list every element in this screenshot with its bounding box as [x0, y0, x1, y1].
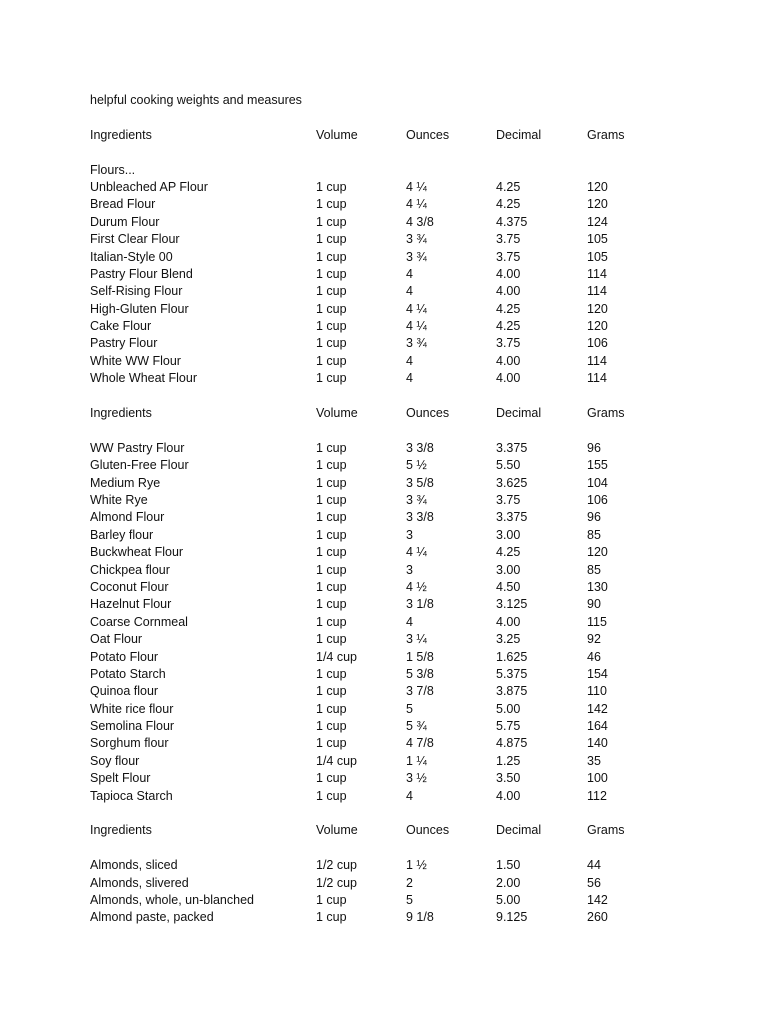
cell-grams: 96	[587, 440, 601, 455]
cell-ounces: 9 1/8	[406, 910, 434, 925]
document-body	[90, 92, 690, 927]
cell-grams: 114	[587, 266, 607, 281]
table-row	[90, 249, 690, 266]
cell-decimal: 3.00	[496, 562, 521, 577]
cell-grams: 56	[587, 875, 601, 890]
cell-ingredients: Barley flour	[90, 527, 154, 542]
cell-ounces: 3 7/8	[406, 684, 434, 699]
cell-ounces: 1 ½	[406, 858, 427, 873]
cell-ingredients: Spelt Flour	[90, 771, 151, 786]
cell-volume: 1 cup	[316, 788, 347, 803]
table-row	[90, 596, 690, 613]
column-header-grams: Grams	[587, 823, 625, 838]
cell-volume: 1 cup	[316, 336, 347, 351]
cell-ounces: 3 ¾	[406, 492, 427, 507]
cell-grams: 164	[587, 719, 608, 734]
cell-grams: 260	[587, 910, 608, 925]
column-header-ounces: Ounces	[406, 823, 450, 838]
cell-ingredients: High-Gluten Flour	[90, 301, 189, 316]
table-row	[90, 335, 690, 352]
cell-ounces: 2	[406, 875, 413, 890]
cell-grams: 44	[587, 858, 601, 873]
column-header-decimal: Decimal	[496, 127, 542, 142]
cell-volume: 1 cup	[316, 684, 347, 699]
cell-volume: 1 cup	[316, 458, 347, 473]
document-title: helpful cooking weights and measures	[90, 93, 302, 107]
cell-grams: 104	[587, 475, 608, 490]
cell-ingredients: Durum Flour	[90, 214, 160, 229]
cell-ingredients: First Clear Flour	[90, 232, 180, 247]
cell-ingredients: Soy flour	[90, 753, 140, 768]
cell-ounces: 5	[406, 892, 413, 907]
column-header-ounces: Ounces	[406, 127, 450, 142]
cell-volume: 1 cup	[316, 771, 347, 786]
cell-ounces: 4	[406, 266, 413, 281]
cell-volume: 1 cup	[316, 719, 347, 734]
cell-ingredients: Semolina Flour	[90, 719, 175, 734]
cell-ingredients: Almond paste, packed	[90, 910, 214, 925]
column-header-row	[90, 127, 690, 144]
cell-ingredients: Chickpea flour	[90, 562, 170, 577]
cell-ounces: 3 5/8	[406, 475, 434, 490]
cell-ounces: 4 7/8	[406, 736, 434, 751]
cell-decimal: 4.00	[496, 371, 521, 386]
cell-decimal: 3.375	[496, 440, 528, 455]
cell-decimal: 5.75	[496, 719, 521, 734]
cell-ounces: 3 3/8	[406, 510, 434, 525]
cell-decimal: 1.625	[496, 649, 528, 664]
cell-grams: 142	[587, 701, 608, 716]
column-header-ingredients: Ingredients	[90, 127, 152, 142]
table-row	[90, 770, 690, 787]
cell-volume: 1 cup	[316, 736, 347, 751]
cell-decimal: 2.00	[496, 875, 521, 890]
cell-ingredients: Almonds, sliced	[90, 858, 178, 873]
cell-grams: 114	[587, 371, 607, 386]
cell-volume: 1/4 cup	[316, 753, 358, 768]
column-header-grams: Grams	[587, 127, 625, 142]
cell-grams: 140	[587, 736, 608, 751]
cell-volume: 1 cup	[316, 892, 347, 907]
cell-ounces: 3	[406, 527, 413, 542]
column-header-decimal: Decimal	[496, 823, 542, 838]
cell-volume: 1 cup	[316, 527, 347, 542]
cell-ingredients: Self-Rising Flour	[90, 284, 183, 299]
table-row	[90, 857, 690, 874]
table-row	[90, 788, 690, 805]
cell-ingredients: White WW Flour	[90, 353, 181, 368]
cell-grams: 92	[587, 632, 601, 647]
cell-decimal: 9.125	[496, 910, 528, 925]
cell-volume: 1 cup	[316, 666, 347, 681]
cell-ounces: 5 ¾	[406, 719, 427, 734]
cell-grams: 120	[587, 545, 608, 560]
cell-ingredients: Buckwheat Flour	[90, 545, 184, 560]
cell-ounces: 4 3/8	[406, 214, 434, 229]
cell-volume: 1 cup	[316, 510, 347, 525]
cell-decimal: 5.375	[496, 666, 528, 681]
column-header-volume: Volume	[316, 823, 358, 838]
cell-ounces: 3 ¼	[406, 632, 427, 647]
table-row	[90, 231, 690, 248]
cell-ounces: 3 ¾	[406, 249, 427, 264]
table-row	[90, 475, 690, 492]
cell-volume: 1 cup	[316, 197, 347, 212]
table-row	[90, 631, 690, 648]
column-header-grams: Grams	[587, 406, 625, 421]
column-header-row	[90, 405, 690, 422]
cell-grams: 105	[587, 249, 608, 264]
cell-ounces: 4 ¼	[406, 545, 427, 560]
cell-ingredients: Sorghum flour	[90, 736, 169, 751]
cell-volume: 1 cup	[316, 597, 347, 612]
spacer	[90, 109, 690, 126]
table-row	[90, 544, 690, 561]
column-header-row	[90, 822, 690, 839]
spacer	[90, 840, 690, 857]
cell-grams: 85	[587, 562, 601, 577]
cell-ingredients: Tapioca Starch	[90, 788, 173, 803]
cell-grams: 154	[587, 666, 608, 681]
cell-volume: 1 cup	[316, 579, 347, 594]
cell-decimal: 4.00	[496, 614, 521, 629]
table-row	[90, 701, 690, 718]
cell-decimal: 1.50	[496, 858, 521, 873]
cell-ounces: 3	[406, 562, 413, 577]
cell-ingredients: Quinoa flour	[90, 684, 159, 699]
cell-ounces: 3 ¾	[406, 336, 427, 351]
cell-grams: 130	[587, 579, 608, 594]
cell-ingredients: White rice flour	[90, 701, 174, 716]
cell-ounces: 5 ½	[406, 458, 427, 473]
column-header-ingredients: Ingredients	[90, 406, 152, 421]
cell-ounces: 4 ¼	[406, 301, 427, 316]
cell-volume: 1 cup	[316, 214, 347, 229]
table-row	[90, 562, 690, 579]
table-row	[90, 753, 690, 770]
table-row	[90, 492, 690, 509]
cell-grams: 120	[587, 319, 608, 334]
cell-volume: 1 cup	[316, 910, 347, 925]
cell-decimal: 3.50	[496, 771, 521, 786]
table-row	[90, 666, 690, 683]
table-row	[90, 649, 690, 666]
cell-ounces: 4 ¼	[406, 179, 427, 194]
cell-ounces: 4	[406, 614, 413, 629]
table-row	[90, 875, 690, 892]
cell-grams: 115	[587, 614, 607, 629]
cell-volume: 1 cup	[316, 353, 347, 368]
cell-ounces: 3 ½	[406, 771, 427, 786]
cell-volume: 1 cup	[316, 545, 347, 560]
cell-decimal: 4.00	[496, 788, 521, 803]
cell-ingredients: Almond Flour	[90, 510, 165, 525]
table-row	[90, 683, 690, 700]
cell-ingredients: Whole Wheat Flour	[90, 371, 197, 386]
cell-decimal: 4.375	[496, 214, 528, 229]
cell-ounces: 4	[406, 353, 413, 368]
section-label: Flours...	[90, 162, 136, 177]
table-row	[90, 179, 690, 196]
cell-decimal: 3.625	[496, 475, 528, 490]
cell-volume: 1/2 cup	[316, 875, 358, 890]
cell-ounces: 1 5/8	[406, 649, 434, 664]
cell-ingredients: Almonds, whole, un-blanched	[90, 892, 254, 907]
cell-decimal: 4.25	[496, 319, 521, 334]
cell-grams: 112	[587, 788, 607, 803]
cell-ounces: 4 ¼	[406, 319, 427, 334]
cell-volume: 1 cup	[316, 371, 347, 386]
cell-ounces: 4 ½	[406, 579, 427, 594]
cell-volume: 1/4 cup	[316, 649, 358, 664]
cell-grams: 105	[587, 232, 608, 247]
cell-volume: 1 cup	[316, 632, 347, 647]
table-row	[90, 266, 690, 283]
cell-ounces: 1 ¼	[406, 753, 427, 768]
table-row	[90, 509, 690, 526]
cell-ingredients: Hazelnut Flour	[90, 597, 172, 612]
cell-decimal: 3.75	[496, 232, 521, 247]
cell-decimal: 3.25	[496, 632, 521, 647]
table-row	[90, 457, 690, 474]
spacer	[90, 144, 690, 161]
cell-ingredients: Medium Rye	[90, 475, 161, 490]
cell-grams: 46	[587, 649, 601, 664]
cell-ingredients: Potato Starch	[90, 666, 166, 681]
cell-volume: 1 cup	[316, 440, 347, 455]
cell-ounces: 5	[406, 701, 413, 716]
cell-ounces: 4	[406, 371, 413, 386]
cell-grams: 85	[587, 527, 601, 542]
column-header-volume: Volume	[316, 127, 358, 142]
cell-decimal: 3.75	[496, 336, 521, 351]
cell-decimal: 4.00	[496, 284, 521, 299]
cell-ingredients: White Rye	[90, 492, 148, 507]
cell-decimal: 4.00	[496, 353, 521, 368]
cell-ingredients: Oat Flour	[90, 632, 143, 647]
cell-ingredients: Cake Flour	[90, 319, 152, 334]
spacer	[90, 422, 690, 439]
cell-grams: 120	[587, 197, 608, 212]
cell-decimal: 5.00	[496, 701, 521, 716]
cell-ingredients: Italian-Style 00	[90, 249, 173, 264]
cell-decimal: 4.25	[496, 179, 521, 194]
cell-decimal: 3.875	[496, 684, 528, 699]
cell-grams: 90	[587, 597, 601, 612]
table-row	[90, 353, 690, 370]
cell-volume: 1 cup	[316, 475, 347, 490]
cell-decimal: 5.00	[496, 892, 521, 907]
cell-ounces: 4	[406, 788, 413, 803]
table-row	[90, 440, 690, 457]
cell-grams: 114	[587, 353, 607, 368]
cell-volume: 1/2 cup	[316, 858, 358, 873]
table-row	[90, 909, 690, 926]
cell-decimal: 4.875	[496, 736, 528, 751]
cell-grams: 120	[587, 179, 608, 194]
cell-grams: 114	[587, 284, 607, 299]
cell-volume: 1 cup	[316, 701, 347, 716]
cell-decimal: 4.50	[496, 579, 521, 594]
cell-volume: 1 cup	[316, 614, 347, 629]
cell-ounces: 3 ¾	[406, 232, 427, 247]
table-row	[90, 892, 690, 909]
table-row	[90, 370, 690, 387]
cell-ingredients: Almonds, slivered	[90, 875, 189, 890]
cell-ounces: 4	[406, 284, 413, 299]
table-row	[90, 318, 690, 335]
cell-volume: 1 cup	[316, 492, 347, 507]
cell-decimal: 3.75	[496, 249, 521, 264]
table-row	[90, 527, 690, 544]
column-header-ingredients: Ingredients	[90, 823, 152, 838]
table-row	[90, 214, 690, 231]
cell-decimal: 4.25	[496, 197, 521, 212]
table-row	[90, 718, 690, 735]
cell-ounces: 3 3/8	[406, 440, 434, 455]
cell-ounces: 3 1/8	[406, 597, 434, 612]
cell-grams: 100	[587, 771, 608, 786]
cell-grams: 120	[587, 301, 608, 316]
table-row	[90, 196, 690, 213]
cell-grams: 142	[587, 892, 608, 907]
spacer	[90, 388, 690, 405]
cell-decimal: 4.25	[496, 301, 521, 316]
cell-ingredients: Pastry Flour Blend	[90, 266, 193, 281]
cell-decimal: 3.375	[496, 510, 528, 525]
cell-decimal: 3.125	[496, 597, 528, 612]
cell-ingredients: Potato Flour	[90, 649, 159, 664]
cell-ingredients: Coarse Cornmeal	[90, 614, 188, 629]
cell-volume: 1 cup	[316, 249, 347, 264]
cell-ingredients: Unbleached AP Flour	[90, 179, 208, 194]
table-row	[90, 283, 690, 300]
cell-ounces: 4 ¼	[406, 197, 427, 212]
cell-volume: 1 cup	[316, 319, 347, 334]
cell-ingredients: WW Pastry Flour	[90, 440, 185, 455]
cell-grams: 155	[587, 458, 608, 473]
cell-ounces: 5 3/8	[406, 666, 434, 681]
cell-grams: 106	[587, 492, 608, 507]
measures-table	[90, 127, 690, 927]
table-row	[90, 735, 690, 752]
column-header-ounces: Ounces	[406, 406, 450, 421]
cell-ingredients: Pastry Flour	[90, 336, 158, 351]
cell-volume: 1 cup	[316, 232, 347, 247]
cell-grams: 106	[587, 336, 608, 351]
cell-grams: 96	[587, 510, 601, 525]
cell-ingredients: Bread Flour	[90, 197, 156, 212]
cell-decimal: 4.25	[496, 545, 521, 560]
cell-volume: 1 cup	[316, 179, 347, 194]
cell-decimal: 3.00	[496, 527, 521, 542]
cell-decimal: 4.00	[496, 266, 521, 281]
cell-volume: 1 cup	[316, 562, 347, 577]
cell-decimal: 1.25	[496, 753, 521, 768]
cell-volume: 1 cup	[316, 284, 347, 299]
table-row	[90, 301, 690, 318]
cell-grams: 110	[587, 684, 607, 699]
cell-grams: 35	[587, 753, 601, 768]
spacer	[90, 805, 690, 822]
cell-decimal: 3.75	[496, 492, 521, 507]
cell-decimal: 5.50	[496, 458, 521, 473]
table-row	[90, 579, 690, 596]
column-header-decimal: Decimal	[496, 406, 542, 421]
cell-grams: 124	[587, 214, 608, 229]
cell-volume: 1 cup	[316, 266, 347, 281]
cell-ingredients: Gluten-Free Flour	[90, 458, 189, 473]
table-row	[90, 614, 690, 631]
cell-volume: 1 cup	[316, 301, 347, 316]
cell-ingredients: Coconut Flour	[90, 579, 169, 594]
column-header-volume: Volume	[316, 406, 358, 421]
